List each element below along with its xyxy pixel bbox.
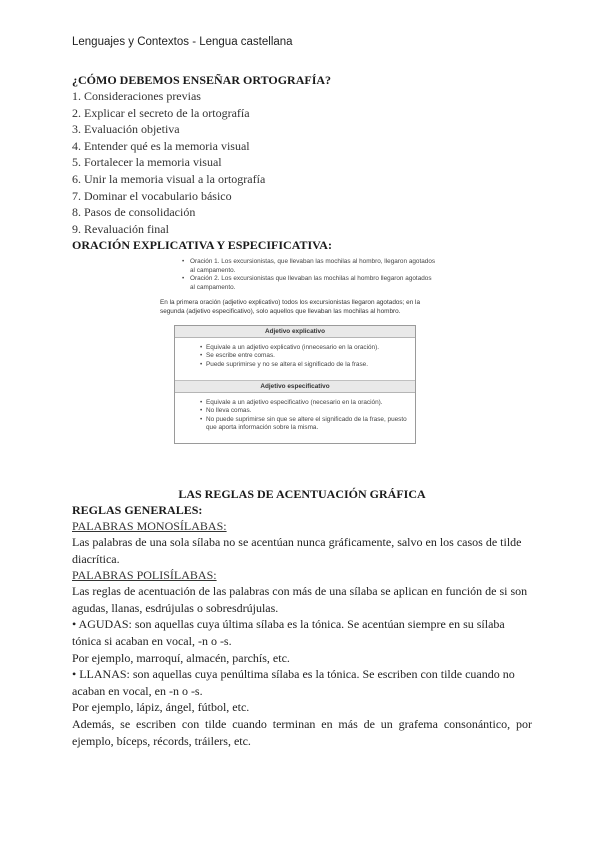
table-header-explicativo: Adjetivo explicativo <box>175 326 415 338</box>
accent-rules-section <box>72 486 532 749</box>
polysyllable-heading: PALABRAS POLISÍLABAS: <box>72 568 217 583</box>
agudas-example: Por ejemplo, marroquí, almacén, parchís, etc. <box>72 650 290 665</box>
monosyllable-heading: PALABRAS MONOSÍLABAS: <box>72 519 227 533</box>
section-subtitle: ORACIÓN EXPLICATIVA Y ESPECIFICATIVA: <box>72 238 332 253</box>
table-header-especificativo: Adjetivo especificativo <box>175 381 415 393</box>
monosyllable-text: Las palabras de una sola sílaba no se acentúan nunca gráficamente, salvo en los casos de tilde diacrítica. <box>72 535 522 566</box>
list-item: 6. Unir la memoria visual a la ortografía <box>72 171 266 186</box>
sentence-2: • Oración 2. Los excursionistas que llevaban las mochilas al hombro llegaron agotados al campamento. <box>182 275 436 292</box>
list-item: 1. Consideraciones previas <box>72 89 201 103</box>
agudas-text: • AGUDAS: son aquellas cuya última sílaba es la tónica. Se acentúan siempre en su sílaba tónica si acaban en vocal, -n o -s. <box>72 617 505 648</box>
table-bullet: • Se escribe entre comas. <box>201 352 407 361</box>
orthography-section <box>72 72 532 253</box>
table-cell-explicativo <box>175 338 415 381</box>
explicativa-figure <box>160 258 436 444</box>
section-title: LAS REGLAS DE ACENTUACIÓN GRÁFICA <box>178 487 426 501</box>
table-bullet: • No lleva comas. <box>201 407 407 416</box>
polysyllable-text: Las reglas de acentuación de las palabras con más de una sílaba se aplican en función de si son agudas, llanas, esdrújulas o sobresdrújulas. <box>72 584 528 615</box>
steps-list <box>72 88 532 237</box>
example-sentences <box>182 258 436 292</box>
list-item: 9. Revaluación final <box>72 221 169 236</box>
ademas-text: Además, se escriben con tilde cuando terminan en más de un grafema consonántico, por ejemplo, bíceps, récords, tráilers, etc. <box>72 716 532 748</box>
table-bullet: • No puede suprimirse sin que se altere el significado de la frase, puesto que aporta información sobre la misma. <box>201 416 407 433</box>
list-item: 7. Dominar el vocabulario básico <box>72 188 232 203</box>
list-item: 5. Fortalecer la memoria visual <box>72 155 222 170</box>
llanas-example: Por ejemplo, lápiz, ángel, fútbol, etc. <box>72 700 250 715</box>
llanas-text: • LLANAS: son aquellas cuya penúltima sílaba es la tónica. Se escriben con tilde cuando no acaban en vocal, en -n o -s. <box>72 667 515 698</box>
list-item: 4. Entender qué es la memoria visual <box>72 138 250 153</box>
comparison-table <box>174 325 416 444</box>
table-bullet: • Puede suprimirse y no se altera el significado de la frase. <box>201 361 407 370</box>
table-cell-especificativo <box>175 393 415 443</box>
table-bullet: • Equivale a un adjetivo explicativo (innecesario en la oración). <box>201 344 407 353</box>
page-header: Lenguajes y Contextos - Lengua castellana <box>72 36 293 48</box>
section-title: ¿CÓMO DEBEMOS ENSEÑAR ORTOGRAFÍA? <box>72 73 332 87</box>
list-item: 8. Pasos de consolidación <box>72 205 196 220</box>
table-bullet: • Equivale a un adjetivo especificativo (necesario en la oración). <box>201 399 407 408</box>
figure-explanation: En la primera oración (adjetivo explicativo) todos los excursionistas llegaron agotados; en la segunda (adjetivo especificativo), solo aquellos que llevaban las mochilas al hombro. <box>160 299 421 315</box>
list-item: 2. Explicar el secreto de la ortografía <box>72 105 250 120</box>
general-rules-heading: REGLAS GENERALES: <box>72 503 203 517</box>
list-item: 3. Evaluación objetiva <box>72 122 180 137</box>
sentence-1: • Oración 1. Los excursionistas, que llevaban las mochilas al hombro, llegaron agotados al campamento. <box>182 258 436 275</box>
